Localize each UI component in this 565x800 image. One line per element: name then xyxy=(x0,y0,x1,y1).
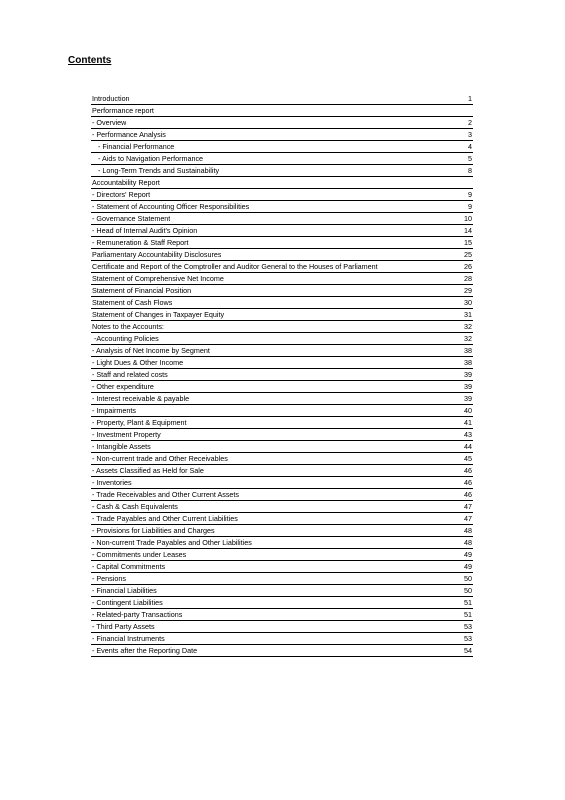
toc-entry-page-number: 53 xyxy=(464,622,472,631)
toc-entry-title: - Other expenditure xyxy=(92,382,154,391)
toc-entry-page-number: 39 xyxy=(464,382,472,391)
toc-entry-page-number: 32 xyxy=(464,322,472,331)
toc-entry-title: - Financial Performance xyxy=(92,142,175,151)
toc-entry[interactable] xyxy=(91,645,473,657)
toc-entry[interactable] xyxy=(91,537,473,549)
toc-entry[interactable] xyxy=(91,417,473,429)
toc-entry-title: - Impairments xyxy=(92,406,136,415)
toc-entry[interactable] xyxy=(91,465,473,477)
toc-entry[interactable] xyxy=(91,489,473,501)
toc-entry-page-number: 47 xyxy=(464,514,472,523)
toc-entry-page-number: 49 xyxy=(464,562,472,571)
toc-entry-title: - Trade Receivables and Other Current Assets xyxy=(92,490,240,499)
toc-entry[interactable] xyxy=(91,177,473,189)
toc-entry-title: - Commitments under Leases xyxy=(92,550,187,559)
toc-entry-page-number: 29 xyxy=(464,286,472,295)
toc-entry-page-number: 10 xyxy=(464,214,472,223)
toc-entry[interactable] xyxy=(91,453,473,465)
toc-entry-page-number: 46 xyxy=(464,466,472,475)
toc-entry-page-number: 9 xyxy=(468,190,472,199)
toc-entry[interactable] xyxy=(91,285,473,297)
toc-entry[interactable] xyxy=(91,609,473,621)
toc-entry-page-number: 51 xyxy=(464,598,472,607)
toc-entry[interactable] xyxy=(91,201,473,213)
toc-entry[interactable] xyxy=(91,345,473,357)
toc-entry-title: -Accounting Policies xyxy=(92,334,159,343)
toc-entry[interactable] xyxy=(91,561,473,573)
toc-entry[interactable] xyxy=(91,189,473,201)
toc-entry-page-number: 38 xyxy=(464,346,472,355)
toc-entry-title: - Interest receivable & payable xyxy=(92,394,190,403)
toc-entry-page-number: 38 xyxy=(464,358,472,367)
toc-entry-title: - Contingent Liabilities xyxy=(92,598,163,607)
table-of-contents xyxy=(91,93,473,657)
toc-entry-title: Statement of Changes in Taxpayer Equity xyxy=(92,310,225,319)
toc-entry[interactable] xyxy=(91,237,473,249)
toc-entry[interactable] xyxy=(91,381,473,393)
toc-entry-title: Parliamentary Accountability Disclosures xyxy=(92,250,222,259)
toc-entry-title: Statement of Financial Position xyxy=(92,286,192,295)
toc-entry[interactable] xyxy=(91,93,473,105)
toc-entry-title: Notes to the Accounts: xyxy=(92,322,164,331)
toc-entry-title: - Pensions xyxy=(92,574,126,583)
toc-entry[interactable] xyxy=(91,273,473,285)
toc-entry-title: - Remuneration & Staff Report xyxy=(92,238,189,247)
toc-entry-title: - Provisions for Liabilities and Charges xyxy=(92,526,215,535)
toc-entry[interactable] xyxy=(91,573,473,585)
toc-entry-page-number: 53 xyxy=(464,634,472,643)
toc-entry[interactable] xyxy=(91,321,473,333)
toc-entry-page-number: 45 xyxy=(464,454,472,463)
toc-entry-title: - Trade Payables and Other Current Liabilities xyxy=(92,514,238,523)
toc-entry[interactable] xyxy=(91,585,473,597)
toc-entry-title: - Third Party Assets xyxy=(92,622,155,631)
toc-entry-page-number: 44 xyxy=(464,442,472,451)
toc-entry[interactable] xyxy=(91,213,473,225)
toc-entry[interactable] xyxy=(91,501,473,513)
toc-entry-title: - Non-current trade and Other Receivables xyxy=(92,454,228,463)
toc-entry[interactable] xyxy=(91,333,473,345)
toc-entry-page-number: 39 xyxy=(464,370,472,379)
toc-entry-title: - Capital Commitments xyxy=(92,562,166,571)
toc-entry-title: Accountability Report xyxy=(92,178,160,187)
toc-entry-page-number: 9 xyxy=(468,202,472,211)
toc-entry[interactable] xyxy=(91,309,473,321)
toc-entry-page-number: 28 xyxy=(464,274,472,283)
toc-entry[interactable] xyxy=(91,405,473,417)
toc-entry-title: - Performance Analysis xyxy=(92,130,166,139)
toc-entry-title: - Financial Liabilities xyxy=(92,586,157,595)
toc-entry-title: - Overview xyxy=(92,118,127,127)
toc-entry-page-number: 50 xyxy=(464,574,472,583)
toc-entry-title: Statement of Comprehensive Net Income xyxy=(92,274,224,283)
toc-entry-title: - Staff and related costs xyxy=(92,370,168,379)
toc-entry-page-number: 25 xyxy=(464,250,472,259)
toc-entry[interactable] xyxy=(91,141,473,153)
toc-entry-title: - Property, Plant & Equipment xyxy=(92,418,187,427)
toc-entry-title: - Non-current Trade Payables and Other Liabilities xyxy=(92,538,252,547)
toc-entry-title: - Financial Instruments xyxy=(92,634,165,643)
toc-entry-title: - Inventories xyxy=(92,478,132,487)
toc-entry-page-number: 15 xyxy=(464,238,472,247)
toc-entry-page-number: 31 xyxy=(464,310,472,319)
toc-entry-title: - Light Dues & Other Income xyxy=(92,358,184,367)
toc-entry[interactable] xyxy=(91,249,473,261)
toc-entry-page-number: 39 xyxy=(464,394,472,403)
toc-entry-page-number: 8 xyxy=(468,166,472,175)
toc-entry-page-number: 51 xyxy=(464,610,472,619)
toc-entry[interactable] xyxy=(91,357,473,369)
toc-entry-page-number: 46 xyxy=(464,478,472,487)
toc-entry[interactable] xyxy=(91,477,473,489)
toc-entry[interactable] xyxy=(91,297,473,309)
toc-entry-page-number: 43 xyxy=(464,430,472,439)
toc-entry[interactable] xyxy=(91,165,473,177)
toc-entry[interactable] xyxy=(91,441,473,453)
toc-entry-page-number: 40 xyxy=(464,406,472,415)
toc-entry[interactable] xyxy=(91,525,473,537)
toc-entry-title: Statement of Cash Flows xyxy=(92,298,173,307)
toc-entry-title: - Cash & Cash Equivalents xyxy=(92,502,178,511)
toc-entry[interactable] xyxy=(91,513,473,525)
toc-entry-title: Performance report xyxy=(92,106,154,115)
toc-entry-page-number: 2 xyxy=(468,118,472,127)
toc-entry-title: - Governance Statement xyxy=(92,214,171,223)
toc-entry-title: - Head of Internal Audit's Opinion xyxy=(92,226,198,235)
toc-entry[interactable] xyxy=(91,153,473,165)
toc-entry-title: - Related-party Transactions xyxy=(92,610,183,619)
toc-entry-page-number: 30 xyxy=(464,298,472,307)
toc-entry[interactable] xyxy=(91,261,473,273)
toc-entry[interactable] xyxy=(91,621,473,633)
toc-entry[interactable] xyxy=(91,393,473,405)
toc-entry-title: - Investment Property xyxy=(92,430,161,439)
toc-entry-title: - Analysis of Net Income by Segment xyxy=(92,346,210,355)
toc-entry[interactable] xyxy=(91,549,473,561)
toc-entry-page-number: 47 xyxy=(464,502,472,511)
toc-entry[interactable] xyxy=(91,117,473,129)
toc-entry-page-number: 54 xyxy=(464,646,472,655)
toc-entry-title: Introduction xyxy=(92,94,130,103)
toc-entry-title: - Statement of Accounting Officer Responsibilities xyxy=(92,202,250,211)
toc-entry-page-number: 48 xyxy=(464,526,472,535)
toc-entry-title: Certificate and Report of the Comptroller and Auditor General to the Houses of Parliament xyxy=(92,262,378,271)
toc-entry-page-number: 14 xyxy=(464,226,472,235)
toc-entry-title: - Directors' Report xyxy=(92,190,151,199)
toc-entry[interactable] xyxy=(91,225,473,237)
toc-entry[interactable] xyxy=(91,105,473,117)
toc-entry-page-number: 26 xyxy=(464,262,472,271)
toc-entry-title: - Aids to Navigation Performance xyxy=(92,154,204,163)
toc-entry[interactable] xyxy=(91,129,473,141)
toc-entry-page-number: 49 xyxy=(464,550,472,559)
toc-entry[interactable] xyxy=(91,369,473,381)
toc-entry-page-number: 1 xyxy=(468,94,472,103)
toc-entry-page-number: 3 xyxy=(468,130,472,139)
toc-entry-title: - Intangible Assets xyxy=(92,442,151,451)
toc-entry-page-number: 4 xyxy=(468,142,472,151)
contents-heading: Contents xyxy=(68,55,112,66)
toc-entry-page-number: 5 xyxy=(468,154,472,163)
toc-entry-title: - Assets Classified as Held for Sale xyxy=(92,466,204,475)
toc-entry-title: - Long-Term Trends and Sustainability xyxy=(92,166,220,175)
toc-entry-page-number: 50 xyxy=(464,586,472,595)
toc-entry-page-number: 46 xyxy=(464,490,472,499)
toc-entry-page-number: 41 xyxy=(464,418,472,427)
toc-entry[interactable] xyxy=(91,429,473,441)
toc-entry-title: - Events after the Reporting Date xyxy=(92,646,198,655)
toc-entry-page-number: 48 xyxy=(464,538,472,547)
toc-entry[interactable] xyxy=(91,597,473,609)
toc-entry[interactable] xyxy=(91,633,473,645)
toc-entry-page-number: 32 xyxy=(464,334,472,343)
